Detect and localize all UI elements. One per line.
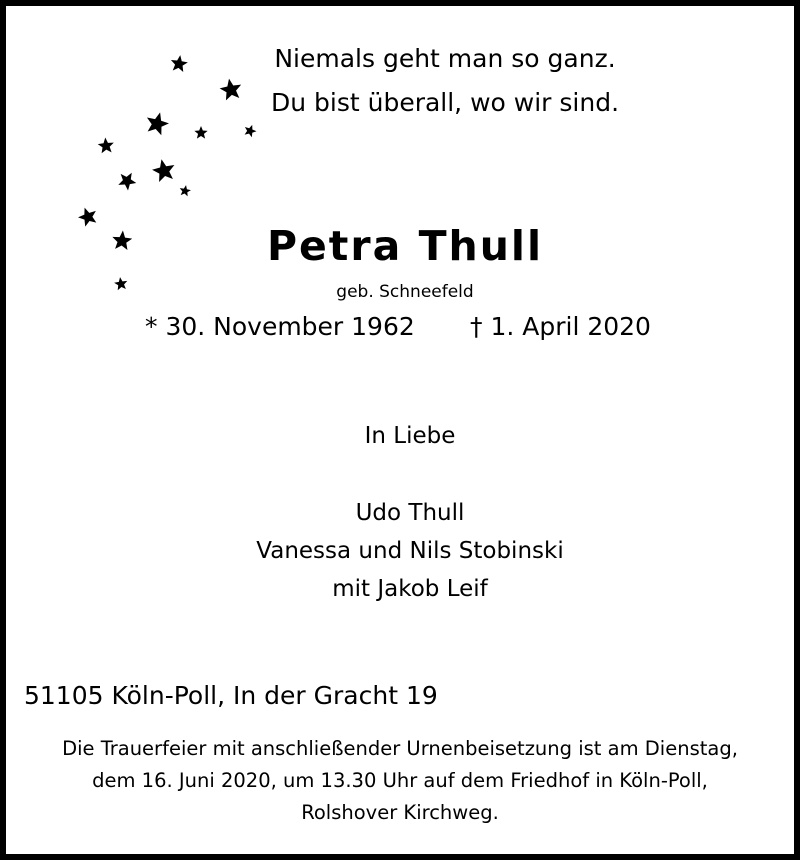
born-name: geb. Schneefeld xyxy=(336,282,474,302)
star-icon xyxy=(170,54,189,73)
star-icon xyxy=(194,126,207,139)
star-icon xyxy=(113,276,128,290)
star-icon xyxy=(242,123,258,138)
mourners-intro: In Liebe xyxy=(364,423,456,449)
star-icon xyxy=(76,204,100,228)
star-icon xyxy=(150,157,177,183)
poem-line-2: Du bist überall, wo wir sind. xyxy=(270,88,620,117)
deceased-name: Petra Thull xyxy=(266,222,544,270)
poem-line-1: Niemals geht man so ganz. xyxy=(274,44,616,73)
address: 51105 Köln-Poll, In der Gracht 19 xyxy=(24,681,438,710)
service-info-line: Rolshover Kirchweg. xyxy=(301,801,499,824)
service-info-line: dem 16. Juni 2020, um 13.30 Uhr auf dem Friedhof in Köln-Poll, xyxy=(92,769,708,792)
star-icon xyxy=(111,230,133,251)
star-icon xyxy=(115,168,139,192)
birth-date: * 30. November 1962 xyxy=(145,312,415,341)
service-info-line: Die Trauerfeier mit anschließender Urnenbeisetzung ist am Dienstag, xyxy=(62,737,738,760)
star-icon xyxy=(143,109,171,136)
star-icon xyxy=(179,184,192,197)
star-icon xyxy=(97,137,114,154)
mourner-name: Udo Thull xyxy=(355,500,465,526)
death-date: † 1. April 2020 xyxy=(470,312,651,341)
mourner-name: mit Jakob Leif xyxy=(332,576,488,602)
mourner-name: Vanessa und Nils Stobinski xyxy=(256,538,564,564)
